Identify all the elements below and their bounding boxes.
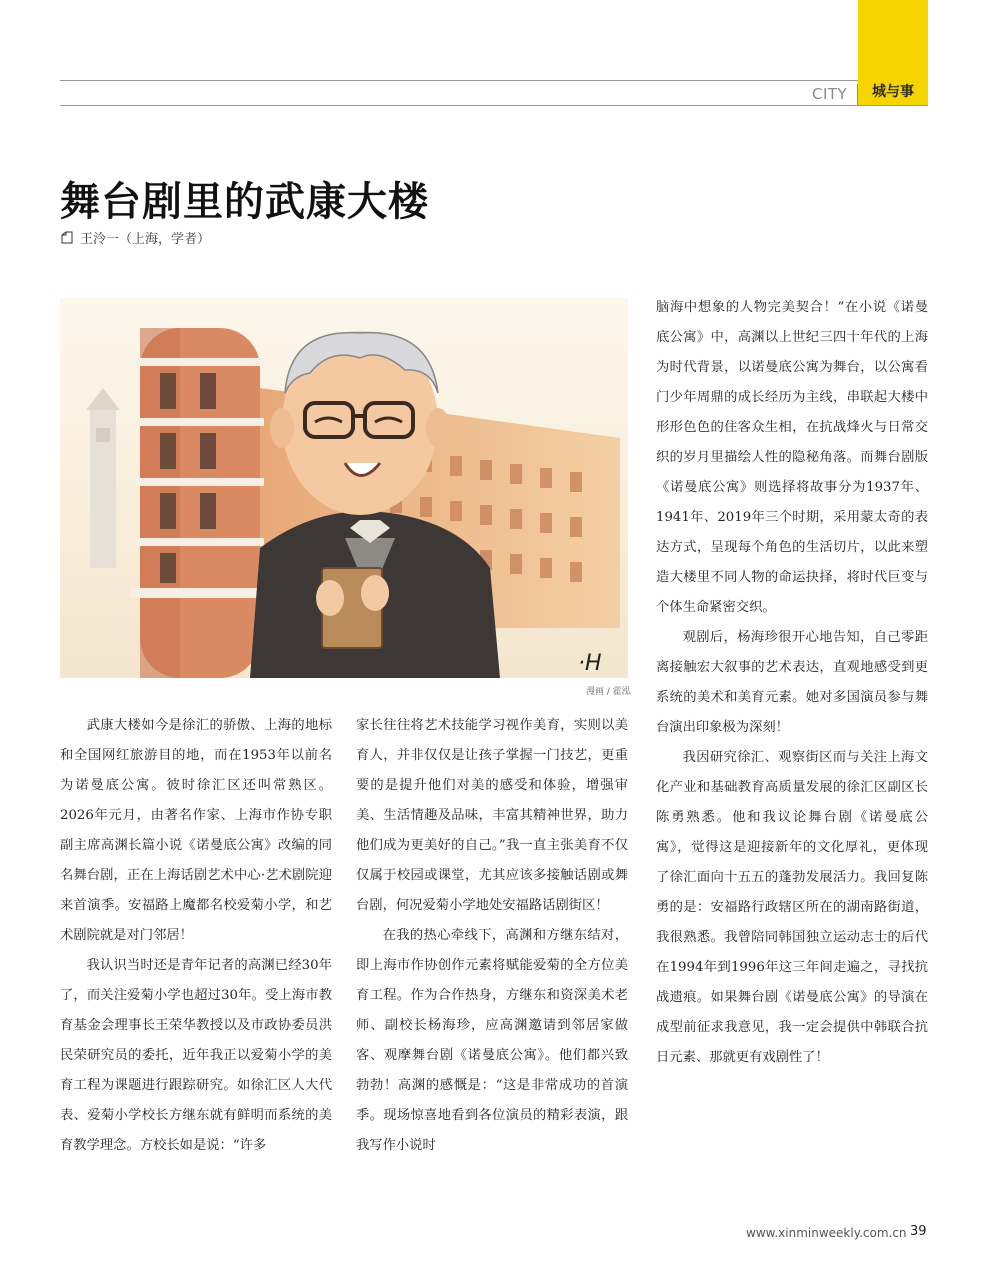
paragraph: 在我的热心牵线下，高渊和方继东结对，即上海市作协创作元素将赋能爱菊的全方位美育工程。作为合作热身，方继东和资深美术老师、副校长杨海珍，应高渊邀请到邻居家做客、观摩舞台剧《诺曼底公寓》。他们都兴致勃勃！高渊的感慨是：“这是非常成功的首演季。现场惊喜地看到各位演员的精彩表演，跟我写作小说时 bbox=[356, 928, 628, 1153]
paragraph: 我认识当时还是青年记者的高渊已经30年了，而关注爱菊小学也超过30年。受上海市教育基金会理事长王荣华教授以及市政协委员洪民荣研究员的委托，近年我正以爱菊小学的美育工程为课题进行跟踪研究。如徐汇区人大代表、爱菊小学校长方继东就有鲜明而系统的美育教学理念。方校长如是说：“许多 bbox=[60, 958, 332, 1153]
section-label-en: CITY bbox=[812, 85, 848, 103]
artist-signature: ·H bbox=[578, 651, 602, 676]
article-illustration bbox=[60, 298, 628, 678]
header-top-rule bbox=[60, 80, 928, 81]
byline bbox=[60, 228, 210, 247]
page-number: 39 bbox=[910, 1224, 927, 1239]
paragraph: 脑海中想象的人物完美契合！”在小说《诺曼底公寓》中，高渊以上世纪三四十年代的上海为时代背景，以诺曼底公寓为舞台，以公寓看门少年周鼎的成长经历为主线，串联起大楼中形形色色的住客众生相，在抗战烽火与日常交织的岁月里描绘人性的隐秘角落。而舞台剧版《诺曼底公寓》则选择将故事分为1937年、1941年、2019年三个时期，采用蒙太奇的表达方式，呈现每个角色的生活切片，以此来塑造大楼里不同人物的命运抉择，将时代巨变与个体生命紧密交织。 bbox=[656, 300, 928, 615]
cartoon-illustration bbox=[60, 298, 628, 678]
section-label-cn: 城与事 bbox=[858, 80, 928, 105]
header-bottom-rule bbox=[60, 105, 928, 106]
paragraph: 武康大楼如今是徐汇的骄傲、上海的地标和全国网红旅游目的地，而在1953年以前名为诺曼底公寓。彼时徐汇区还叫常熟区。2026年元月，由著名作家、上海市作协专职副主席高渊长篇小说《诺曼底公寓》改编的同名舞台剧，正在上海话剧艺术中心·艺术剧院迎来首演季。安福路上魔都名校爱菊小学，和艺术剧院就是对门邻居！ bbox=[60, 718, 332, 943]
article-column-2 bbox=[356, 711, 628, 1161]
image-caption: 漫画 / 霍泓 bbox=[586, 687, 631, 697]
section-color-tab bbox=[858, 0, 928, 84]
footer-url: www.xinminweekly.com.cn bbox=[746, 1226, 907, 1240]
article-column-1 bbox=[60, 711, 332, 1161]
article-column-3 bbox=[656, 293, 928, 1073]
article-title: 舞台剧里的武康大楼 bbox=[60, 179, 429, 225]
author-name: 王泠一（上海，学者） bbox=[80, 232, 211, 247]
pen-icon bbox=[60, 231, 74, 245]
paragraph: 家长往往将艺术技能学习视作美育，实则以美育人，并非仅仅是让孩子掌握一门技艺，更重要的是提升他们对美的感受和体验，增强审美、生活情趣及品味，丰富其精神世界，助力他们成为更美好的自己。”我一直主张美育不仅仅属于校园或课堂，尤其应该多接触话剧或舞台剧，何况爱菊小学地处安福路话剧街区！ bbox=[356, 718, 628, 913]
paragraph: 观剧后，杨海珍很开心地告知，自己零距离接触宏大叙事的艺术表达，直观地感受到更系统的美术和美育元素。她对多国演员参与舞台演出印象极为深刻！ bbox=[656, 630, 928, 735]
paragraph: 我因研究徐汇、观察街区而与关注上海文化产业和基础教育高质量发展的徐汇区副区长陈勇熟悉。他和我议论舞台剧《诺曼底公寓》，觉得这是迎接新年的文化厚礼，更体现了徐汇面向十五五的蓬勃发展活力。我回复陈勇的是：安福路行政辖区所在的湖南路街道，我很熟悉。我曾陪同韩国独立运动志士的后代在1994年到1996年这三年间走遍之，寻找抗战遗痕。如果舞台剧《诺曼底公寓》的导演在成型前征求我意见，我一定会提供中韩联合抗日元素、那就更有戏剧性了！ bbox=[656, 750, 928, 1065]
